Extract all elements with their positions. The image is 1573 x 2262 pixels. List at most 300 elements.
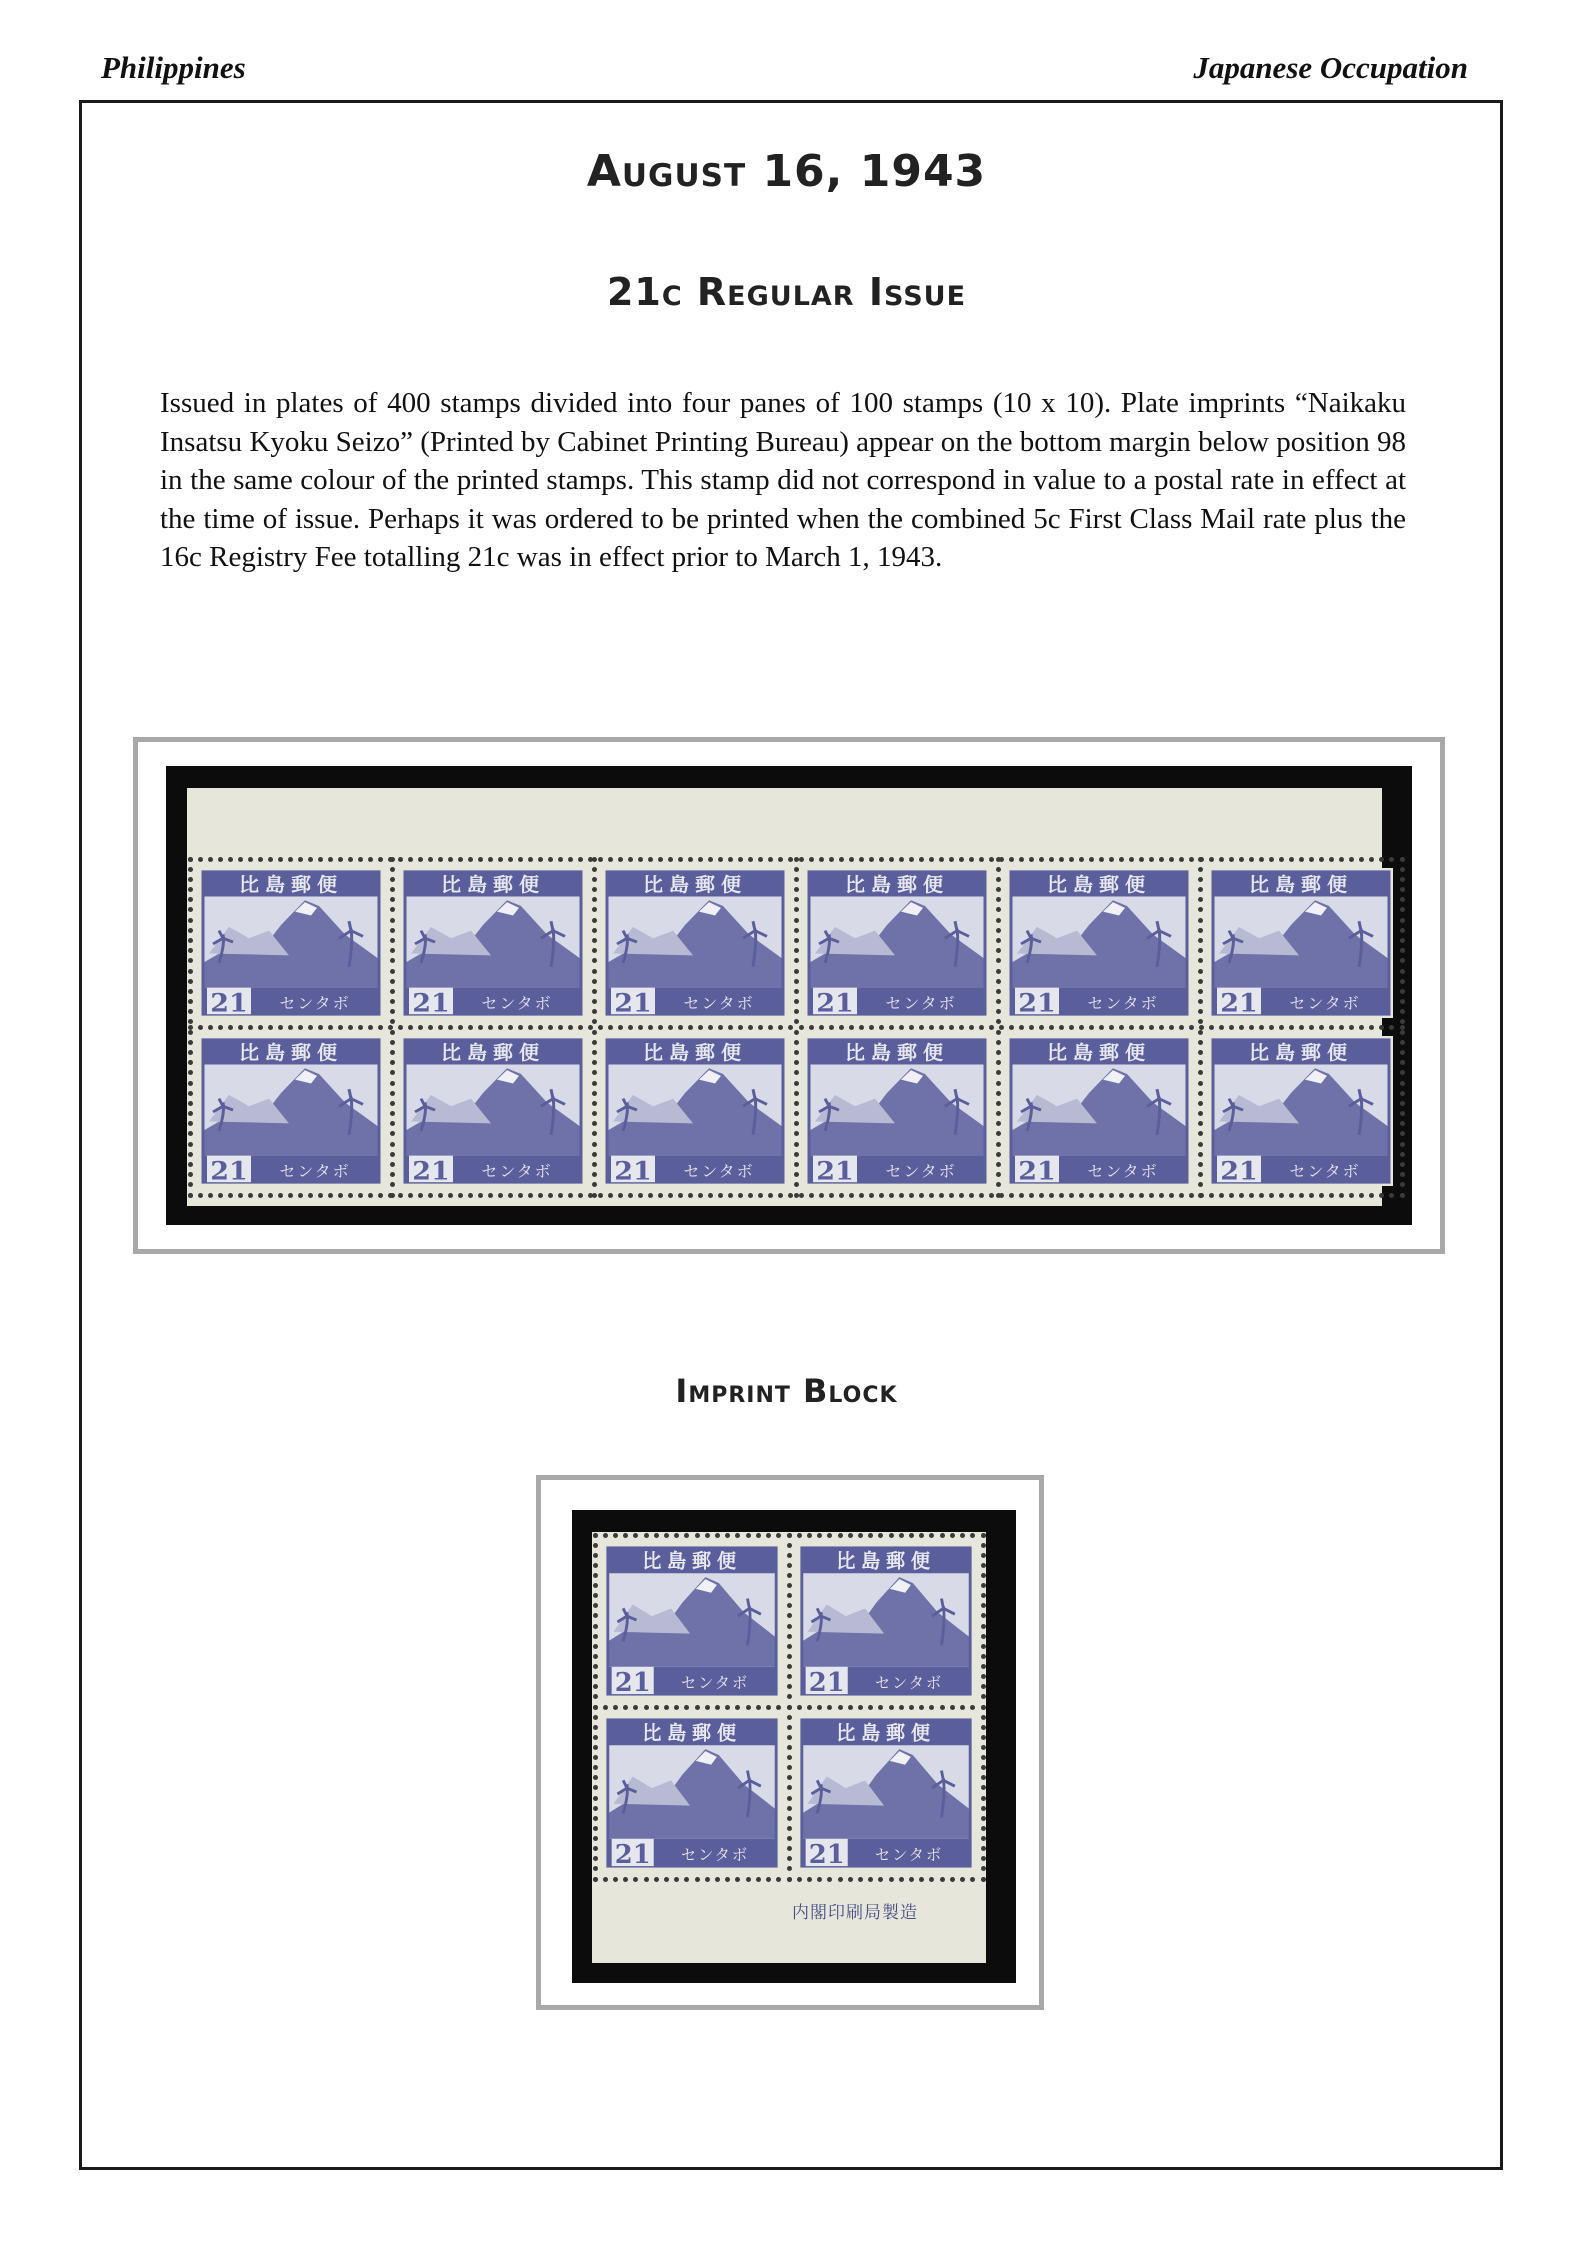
perforation-hole <box>809 1025 814 1030</box>
perforation-hole <box>1400 1070 1405 1075</box>
stamp <box>603 868 787 1018</box>
perforation-hole <box>592 1121 597 1126</box>
perforation-hole <box>398 1025 403 1030</box>
perforation-hole <box>787 1715 792 1720</box>
perforation-hole <box>889 1025 894 1030</box>
perforation-hole <box>1169 1193 1174 1198</box>
perforation-hole <box>794 979 799 984</box>
perforation-hole <box>238 1193 243 1198</box>
perforation-hole <box>592 907 597 912</box>
perforation-hole <box>390 1111 395 1116</box>
perforation-hole <box>1359 857 1364 862</box>
perforation-hole <box>390 938 395 943</box>
perforation-hole <box>1239 1193 1244 1198</box>
perforation-hole <box>1049 1025 1054 1030</box>
perforation-hole <box>1299 1025 1304 1030</box>
perforation-hole <box>909 1025 914 1030</box>
perforation-hole <box>328 857 333 862</box>
perforation-hole <box>817 1533 822 1538</box>
svg-text:比島郵便: 比島郵便 <box>642 873 748 896</box>
svg-text:比島郵便: 比島郵便 <box>238 873 344 896</box>
perforation-hole <box>592 1050 597 1055</box>
perforation-hole <box>578 857 583 862</box>
perforation-hole <box>664 1877 669 1882</box>
perforation-hole <box>418 1193 423 1198</box>
page-subtitle: 21c Regular Issue <box>606 270 967 314</box>
perforation-hole <box>1369 1025 1374 1030</box>
perforation-hole <box>1319 857 1324 862</box>
perforation-hole <box>981 1856 986 1861</box>
perforation-hole <box>979 1193 984 1198</box>
svg-text:比島郵便: 比島郵便 <box>440 873 546 896</box>
perforation-hole <box>1400 999 1405 1004</box>
perforation-hole <box>593 1745 598 1750</box>
perforation-hole <box>819 1193 824 1198</box>
perforation-hole <box>592 1040 597 1045</box>
perforation-hole <box>592 938 597 943</box>
perforation-hole <box>788 1025 793 1030</box>
perforation-hole <box>768 857 773 862</box>
perforation-hole <box>678 857 683 862</box>
perforation-hole <box>989 1025 994 1030</box>
perforation-hole <box>658 1025 663 1030</box>
perforation-hole <box>1359 1193 1364 1198</box>
perforation-hole <box>799 1193 804 1198</box>
perforation-hole <box>1198 999 1203 1004</box>
svg-text:比島郵便: 比島郵便 <box>1046 1041 1152 1064</box>
perforation-hole <box>593 1674 598 1679</box>
perforation-hole <box>708 857 713 862</box>
perforation-hole <box>950 1533 955 1538</box>
perforation-hole <box>849 857 854 862</box>
perforation-hole <box>390 1081 395 1086</box>
perforation-hole <box>708 1193 713 1198</box>
perforation-hole <box>188 907 193 912</box>
perforation-hole <box>664 1533 669 1538</box>
perforation-hole <box>819 1025 824 1030</box>
perforation-hole <box>794 918 799 923</box>
perforation-hole <box>919 1193 924 1198</box>
perforation-hole <box>1109 1193 1114 1198</box>
perforation-hole <box>268 1193 273 1198</box>
perforation-hole <box>949 1025 954 1030</box>
perforation-hole <box>548 1025 553 1030</box>
svg-text:比島郵便: 比島郵便 <box>238 1041 344 1064</box>
perforation-hole <box>1069 857 1074 862</box>
perforation-hole <box>592 897 597 902</box>
perforation-hole <box>1198 979 1203 984</box>
perforation-hole <box>735 1533 740 1538</box>
perforation-hole <box>593 1573 598 1578</box>
perforation-hole <box>188 1121 193 1126</box>
perforation-hole <box>188 1030 193 1035</box>
perforation-hole <box>390 1070 395 1075</box>
perforation-hole <box>1129 1193 1134 1198</box>
perforation-hole <box>1198 857 1203 862</box>
perforation-hole <box>981 1684 986 1689</box>
perforation-hole <box>1198 1172 1203 1177</box>
page-title: August 16, 1943 <box>586 146 987 197</box>
perforation-hole <box>1279 1193 1284 1198</box>
perforation-hole <box>568 857 573 862</box>
perforation-hole <box>787 1745 792 1750</box>
perforation-hole <box>787 1775 792 1780</box>
perforation-hole <box>1400 1152 1405 1157</box>
perforation-hole <box>592 1091 597 1096</box>
perforation-hole <box>1198 1060 1203 1065</box>
perforation-hole <box>787 1603 792 1608</box>
perforation-hole <box>390 1091 395 1096</box>
perforation-hole <box>338 1025 343 1030</box>
perforation-hole <box>328 1193 333 1198</box>
svg-text:21: 21 <box>412 987 450 1018</box>
perforation-hole <box>735 1705 740 1710</box>
svg-text:21: 21 <box>614 1155 652 1186</box>
perforation-hole <box>592 1060 597 1065</box>
perforation-hole <box>688 857 693 862</box>
perforation-hole <box>725 1533 730 1538</box>
perforation-hole <box>728 857 733 862</box>
perforation-hole <box>996 1131 1001 1136</box>
perforation-hole <box>981 1654 986 1659</box>
perforation-hole <box>438 1193 443 1198</box>
perforation-hole <box>799 1025 804 1030</box>
perforation-hole <box>633 1533 638 1538</box>
perforation-hole <box>538 857 543 862</box>
perforation-hole <box>829 1193 834 1198</box>
perforation-hole <box>1198 867 1203 872</box>
svg-text:比島郵便: 比島郵便 <box>844 1041 950 1064</box>
perforation-hole <box>258 857 263 862</box>
perforation-hole <box>348 1193 353 1198</box>
perforation-hole <box>1379 1193 1384 1198</box>
perforation-hole <box>468 857 473 862</box>
perforation-hole <box>1039 857 1044 862</box>
perforation-hole <box>996 999 1001 1004</box>
perforation-hole <box>1089 1025 1094 1030</box>
perforation-hole <box>899 1705 904 1710</box>
perforation-hole <box>1400 1081 1405 1086</box>
svg-text:センタボ: センタボ <box>481 994 553 1013</box>
perforation-hole <box>794 1060 799 1065</box>
perforation-hole <box>592 1030 597 1035</box>
perforation-hole <box>996 907 1001 912</box>
perforation-hole <box>979 857 984 862</box>
perforation-hole <box>674 1877 679 1882</box>
perforation-hole <box>398 857 403 862</box>
perforation-hole <box>794 1070 799 1075</box>
perforation-hole <box>478 1193 483 1198</box>
perforation-hole <box>794 928 799 933</box>
perforation-hole <box>390 877 395 882</box>
svg-text:21: 21 <box>816 1155 854 1186</box>
perforation-hole <box>827 1705 832 1710</box>
perforation-hole <box>919 1533 924 1538</box>
perforation-hole <box>817 1877 822 1882</box>
perforation-hole <box>838 1705 843 1710</box>
perforation-hole <box>358 1025 363 1030</box>
stamp <box>798 1716 974 1870</box>
perforation-hole <box>488 1193 493 1198</box>
perforation-hole <box>1198 1101 1203 1106</box>
plate-imprint-text: 内閣印刷局製造 <box>792 1903 918 1923</box>
perforation-hole <box>909 1193 914 1198</box>
perforation-hole <box>996 877 1001 882</box>
svg-text:センタボ: センタボ <box>680 1846 750 1865</box>
perforation-hole <box>787 1826 792 1831</box>
svg-text:センタボ: センタボ <box>874 1846 944 1865</box>
perforation-hole <box>388 1025 393 1030</box>
perforation-hole <box>996 1142 1001 1147</box>
perforation-hole <box>725 1877 730 1882</box>
perforation-hole <box>1269 1025 1274 1030</box>
perforation-hole <box>1400 1142 1405 1147</box>
perforation-hole <box>654 1533 659 1538</box>
perforation-hole <box>787 1553 792 1558</box>
perforation-hole <box>919 1705 924 1710</box>
perforation-hole <box>390 857 395 862</box>
perforation-hole <box>1009 1193 1014 1198</box>
perforation-hole <box>1009 1025 1014 1030</box>
perforation-hole <box>929 1025 934 1030</box>
perforation-hole <box>592 928 597 933</box>
perforation-hole <box>593 1644 598 1649</box>
perforation-hole <box>390 969 395 974</box>
perforation-hole <box>528 1193 533 1198</box>
perforation-hole <box>839 1025 844 1030</box>
perforation-hole <box>949 1193 954 1198</box>
perforation-hole <box>603 1533 608 1538</box>
perforation-hole <box>981 1745 986 1750</box>
perforation-hole <box>787 1684 792 1689</box>
perforation-hole <box>684 1705 689 1710</box>
perforation-hole <box>1329 1025 1334 1030</box>
stamp <box>805 868 989 1018</box>
perforation-hole <box>390 1152 395 1157</box>
perforation-hole <box>628 1193 633 1198</box>
perforation-hole <box>996 1182 1001 1187</box>
perforation-hole <box>1400 897 1405 902</box>
perforation-hole <box>593 1634 598 1639</box>
perforation-hole <box>1069 1025 1074 1030</box>
perforation-hole <box>458 1193 463 1198</box>
svg-text:比島郵便: 比島郵便 <box>642 1041 748 1064</box>
perforation-hole <box>1189 1193 1194 1198</box>
stamp <box>603 1036 787 1186</box>
svg-text:センタボ: センタボ <box>1289 994 1361 1013</box>
svg-text:センタボ: センタボ <box>1087 1162 1159 1181</box>
perforation-hole <box>390 1131 395 1136</box>
perforation-hole <box>188 948 193 953</box>
perforation-hole <box>996 1050 1001 1055</box>
perforation-hole <box>592 918 597 923</box>
perforation-hole <box>593 1796 598 1801</box>
svg-text:センタボ: センタボ <box>874 1674 944 1693</box>
perforation-hole <box>1149 1025 1154 1030</box>
perforation-hole <box>981 1785 986 1790</box>
perforation-hole <box>188 989 193 994</box>
perforation-hole <box>638 1193 643 1198</box>
perforation-hole <box>794 989 799 994</box>
perforation-hole <box>794 1091 799 1096</box>
perforation-hole <box>592 1009 597 1014</box>
perforation-hole <box>592 979 597 984</box>
perforation-hole <box>1099 857 1104 862</box>
perforation-hole <box>981 1866 986 1871</box>
perforation-hole <box>1109 1025 1114 1030</box>
perforation-hole <box>1289 1193 1294 1198</box>
perforation-hole <box>1059 857 1064 862</box>
perforation-hole <box>899 1533 904 1538</box>
perforation-hole <box>799 857 804 862</box>
perforation-hole <box>1400 958 1405 963</box>
perforation-hole <box>1229 1193 1234 1198</box>
perforation-hole <box>1400 989 1405 994</box>
stamp <box>604 1544 780 1698</box>
perforation-hole <box>592 1142 597 1147</box>
perforation-hole <box>996 948 1001 953</box>
perforation-hole <box>996 867 1001 872</box>
perforation-hole <box>996 1193 1001 1198</box>
perforation-hole <box>488 857 493 862</box>
perforation-hole <box>981 1634 986 1639</box>
perforation-hole <box>1019 1193 1024 1198</box>
perforation-hole <box>538 1193 543 1198</box>
perforation-hole <box>228 1193 233 1198</box>
perforation-hole <box>794 1162 799 1167</box>
perforation-hole <box>1279 1025 1284 1030</box>
perforation-hole <box>188 1101 193 1106</box>
perforation-hole <box>390 1101 395 1106</box>
perforation-hole <box>1400 1060 1405 1065</box>
perforation-hole <box>787 1735 792 1740</box>
perforation-hole <box>705 1877 710 1882</box>
perforation-hole <box>794 969 799 974</box>
perforation-hole <box>768 1025 773 1030</box>
perforation-hole <box>996 1081 1001 1086</box>
perforation-hole <box>644 1705 649 1710</box>
perforation-hole <box>613 1705 618 1710</box>
perforation-hole <box>1339 1193 1344 1198</box>
perforation-hole <box>278 1025 283 1030</box>
perforation-hole <box>390 1019 395 1024</box>
perforation-hole <box>794 887 799 892</box>
perforation-hole <box>695 1533 700 1538</box>
perforation-hole <box>858 1533 863 1538</box>
perforation-hole <box>1259 857 1264 862</box>
perforation-hole <box>608 1193 613 1198</box>
perforation-hole <box>1198 918 1203 923</box>
perforation-hole <box>390 887 395 892</box>
perforation-hole <box>218 857 223 862</box>
perforation-hole <box>718 1025 723 1030</box>
perforation-hole <box>794 938 799 943</box>
perforation-hole <box>593 1765 598 1770</box>
perforation-hole <box>787 1705 792 1710</box>
perforation-hole <box>1189 857 1194 862</box>
perforation-hole <box>478 1025 483 1030</box>
perforation-hole <box>889 1877 894 1882</box>
perforation-hole <box>787 1674 792 1679</box>
perforation-hole <box>633 1877 638 1882</box>
perforation-hole <box>960 1705 965 1710</box>
perforation-hole <box>648 1025 653 1030</box>
perforation-hole <box>638 857 643 862</box>
description-paragraph: Issued in plates of 400 stamps divided into four panes of 100 stamps (10 x 10). Plate imprints “Naikaku Insatsu Kyoku Seizo” (Printed by Cabinet Printing Bureau) appear on the bottom margin below position 98 in the same colour of the printed stamps. This stamp did not correspond in value to a postal rate in effect at the time of issue. Perhaps it was ordered to be printed when the combined 5c First Class Mail rate plus the 16c Registry Fee totalling 21c was in effect prior to March 1, 1943. <box>160 387 1406 573</box>
perforation-hole <box>588 1025 593 1030</box>
perforation-hole <box>188 1152 193 1157</box>
perforation-hole <box>593 1725 598 1730</box>
perforation-hole <box>1149 857 1154 862</box>
perforation-hole <box>787 1796 792 1801</box>
perforation-hole <box>1198 1121 1203 1126</box>
perforation-hole <box>1309 1025 1314 1030</box>
perforation-hole <box>613 1877 618 1882</box>
perforation-hole <box>1289 1025 1294 1030</box>
strip-block-mount <box>133 737 1445 1254</box>
perforation-hole <box>1400 979 1405 984</box>
perforation-hole <box>592 1101 597 1106</box>
perforation-hole <box>592 1081 597 1086</box>
perforation-hole <box>390 989 395 994</box>
perforation-hole <box>593 1603 598 1608</box>
perforation-hole <box>1339 857 1344 862</box>
perforation-hole <box>390 999 395 1004</box>
perforation-hole <box>1400 1193 1405 1198</box>
perforation-hole <box>1279 857 1284 862</box>
perforation-hole <box>1309 1193 1314 1198</box>
perforation-hole <box>939 1193 944 1198</box>
perforation-hole <box>218 1193 223 1198</box>
perforation-hole <box>688 1193 693 1198</box>
perforation-hole <box>981 1735 986 1740</box>
perforation-hole <box>929 857 934 862</box>
svg-text:21: 21 <box>816 987 854 1018</box>
perforation-hole <box>869 857 874 862</box>
perforation-hole <box>568 1025 573 1030</box>
perforation-hole <box>989 857 994 862</box>
perforation-hole <box>592 999 597 1004</box>
perforation-hole <box>1198 1152 1203 1157</box>
perforation-hole <box>1069 1193 1074 1198</box>
perforation-hole <box>1400 1009 1405 1014</box>
perforation-hole <box>593 1785 598 1790</box>
perforation-hole <box>1209 1025 1214 1030</box>
stamp <box>805 1036 989 1186</box>
perforation-hole <box>849 1193 854 1198</box>
perforation-hole <box>838 1877 843 1882</box>
perforation-hole <box>728 1025 733 1030</box>
perforation-hole <box>208 1025 213 1030</box>
perforation-hole <box>794 1193 799 1198</box>
perforation-hole <box>390 907 395 912</box>
perforation-hole <box>548 1193 553 1198</box>
perforation-hole <box>794 958 799 963</box>
perforation-hole <box>869 1025 874 1030</box>
perforation-hole <box>695 1705 700 1710</box>
perforation-hole <box>188 1172 193 1177</box>
perforation-hole <box>996 1121 1001 1126</box>
perforation-hole <box>996 1009 1001 1014</box>
perforation-hole <box>298 1025 303 1030</box>
perforation-hole <box>981 1613 986 1618</box>
perforation-hole <box>248 857 253 862</box>
perforation-hole <box>969 1025 974 1030</box>
perforation-hole <box>593 1664 598 1669</box>
perforation-hole <box>698 1193 703 1198</box>
perforation-hole <box>188 1131 193 1136</box>
perforation-hole <box>869 1193 874 1198</box>
